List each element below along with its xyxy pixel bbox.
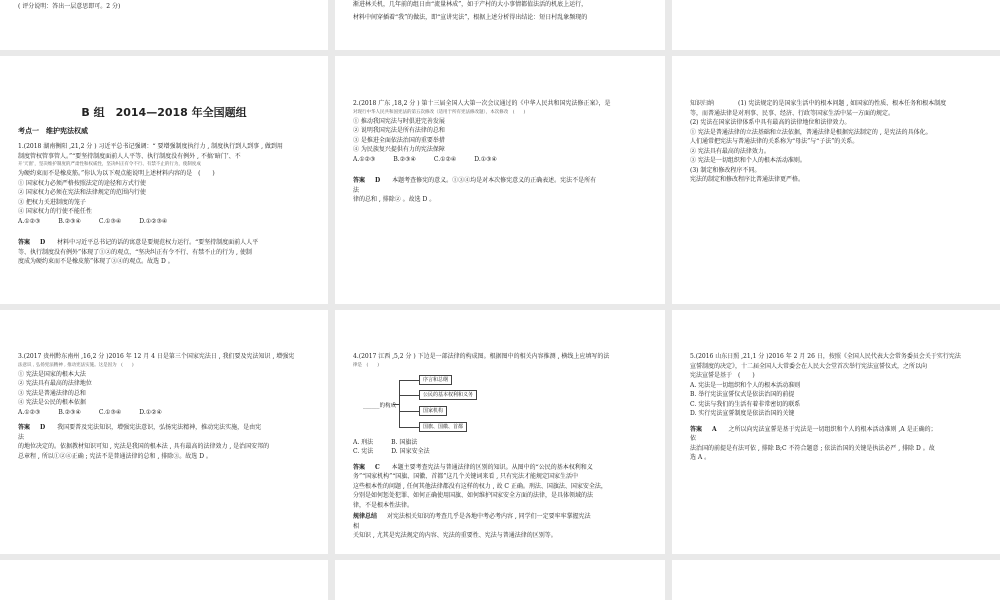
answer-text: 本题考查修宪的意义。①③④均是对本次修宪意义的正确表述。宪法不是所有 xyxy=(392,177,597,184)
question-line: 律是 ( ) xyxy=(353,362,380,368)
page-top-left xyxy=(0,0,328,50)
answer-text: 等、执行制度没有例外”体现了①②的观点，“坚决纠正有令不行、有禁不止的行为 , 使制 xyxy=(18,248,252,256)
option-line: ③ 把权力关进制度的笼子 xyxy=(18,198,86,206)
answer-text: 依 xyxy=(690,435,697,442)
answer-line xyxy=(690,425,982,435)
answer-text: 之所以向宪法宣誓是基于宪法是一切组织和个人的根本活动准则 ,A 是正确的； xyxy=(728,425,937,433)
question-line: 5.(2016 山东日照 ,21,1 分 )2016 年 2 月 26 日，按照《全国人民代表大会常务委员会关于实行宪法 xyxy=(690,353,961,360)
summary-line: ③ 宪法是一切组织和个人的根本活动准则。 xyxy=(690,157,806,164)
tip-line xyxy=(353,512,647,522)
answer-text: 分别是如何惩处犯罪、如何正确使用国旗、如何维护国家安全方面的法律，是具体领域的法 xyxy=(353,492,594,499)
answer-text: 法治国的前提是有法可依 , 排除 B;C 不符合题意 ; 依法治国的关键是执法必严 , 排除 D 。故 xyxy=(690,444,935,452)
answer-text: 本题主要考查宪法与普通法律的区别的知识。从图中的“公民的基本权利和义 xyxy=(391,463,593,471)
answer-label: 答案 xyxy=(18,424,31,431)
choices-line: A.①②③ B.②③④ C.①③④ D.①②④ xyxy=(18,408,162,416)
answer-line xyxy=(18,238,310,248)
answer-text: 的地位决定的。依据教材知识可知 , 宪法是我国的根本法 , 具有最高的法律效力 , 是治国安邦的 xyxy=(18,443,270,450)
option-line: C. 宪法与我们的生活有着非常密切的联系 xyxy=(690,400,801,408)
summary-line: (2) 宪法在国家法律体系中具有最高的法律地位和法律效力。 xyxy=(690,119,851,126)
summary-line: 等，而普通法律是对刑事、民事、经济、行政等国家生活中某一方面的规定。 xyxy=(690,109,895,117)
question-line: 制度管权管事管人。”“要坚持制度面前人人平等、执行制度没有例外 , 不搞‘暗门’、不 xyxy=(18,152,241,160)
option-line: ③ 宪法是普通法律的总和 xyxy=(18,389,86,397)
page-question-4 xyxy=(335,310,665,554)
answer-text: 法 xyxy=(353,186,360,194)
option-line: ④ 宪法是公民的根本依据 xyxy=(18,399,86,406)
diagram-box: 公民的基本权利和义务 xyxy=(419,390,477,400)
answer-text: 法 xyxy=(18,433,25,441)
section-title: 考点一 维护宪法权威 xyxy=(18,127,88,135)
answer-text: 度成为硬约束而不是橡皮筋”体现了③④的观点。故选 D 。 xyxy=(18,258,174,265)
text-line: 渐进林关机，几年前的组日由“流量林成”，如于产村的大小事情都值法活的机底上运行， xyxy=(353,1,588,8)
option-line: ② 说明我国宪法是所有法律的总和 xyxy=(353,127,445,134)
question-line: 法意识 , 弘扬宪法精神 , 推动宪法实施。这是因为 ( ) xyxy=(18,362,134,368)
tip-text: 相 xyxy=(353,522,360,530)
diagram-box: 序言和总纲 xyxy=(419,375,452,385)
page-question-2 xyxy=(335,56,665,304)
diagram-connector xyxy=(399,427,419,428)
page-knowledge-summary xyxy=(672,56,1000,304)
question-line: 3.(2017 贵州黔东南州 ,16,2 分 )2016 年 12 月 4 日是第三个国家宪法日 , 我们要及宪法知识 , 增强宪 xyxy=(18,353,295,360)
page-bottom-middle xyxy=(335,560,665,600)
answer-line xyxy=(353,463,647,473)
diagram-bracket xyxy=(399,380,408,428)
question-line: 4.(2017 江西 ,5,2 分 ) 下边是一部法律的构成图。根据图中的相关内容推测 , 横线上应填写的法 xyxy=(353,353,610,360)
option-line: C. 宪法 D. 国家安全法 xyxy=(353,448,430,455)
question-line: 宣誓制度的决定》，十二届全国人大常委会在人民大会堂首次举行宪法宣誓仪式，之所以向 xyxy=(690,362,928,370)
option-line: ① 推动我国宪法与时俱进完善发展 xyxy=(353,117,445,125)
answer-letter: C xyxy=(374,463,380,471)
answer-letter: D xyxy=(374,177,381,184)
summary-line: (3) 制定和修改程序不同。 xyxy=(690,166,761,174)
summary-line: 知识归纳 (1) 宪法规定的是国家生活中的根本问题 , 如国家的性质、根本任务和根本制度 xyxy=(690,100,947,107)
answer-text: 选 A 。 xyxy=(690,454,711,461)
page-top-right xyxy=(672,0,1000,50)
tip-text: 关知识 , 尤其是宪法规定的内容、宪法的重要性、宪法与普通法律的区别等。 xyxy=(353,532,557,539)
tip-label: 规律总结 xyxy=(353,513,378,520)
diagram-connector xyxy=(399,395,419,396)
summary-line: ② 宪法具有最高的法律效力。 xyxy=(690,147,770,155)
diagram-connector xyxy=(399,411,419,412)
question-line: 对现行中华人民共和国宪法的第五次修改（适用于所有宪法修改题），本次修改 ( ) xyxy=(353,109,526,115)
answer-text: 律，不是根本性法律。 xyxy=(353,501,414,509)
answer-letter: A xyxy=(711,425,717,433)
answer-label: 答案 xyxy=(690,425,703,433)
answer-label: 答案 xyxy=(353,177,366,184)
tip-text: 对宪法相关知识的考查几乎是各地中考必考内容 , 同学们一定要牢牢掌握宪法 xyxy=(386,513,591,520)
text-line: 材料中间穿插着“我”的做法，即“宣讲宪法”，根据上述分析得出结论：短日村乱象频现的 xyxy=(353,13,588,21)
choices-line: A.①②③ B.②③④ C.①③④ D.①②③④ xyxy=(18,217,168,225)
law-structure-diagram xyxy=(353,374,647,434)
question-line: 为硬约束而不是橡皮筋。”你认为以下观点能说明上述材料内容的是 ( ) xyxy=(18,170,215,177)
option-line: ③ 是推进全面依法治国的重要举措 xyxy=(353,136,445,144)
option-line: A. 刑法 B. 国旗法 xyxy=(353,438,418,446)
answer-text: 律的总和 , 排除② 。故选 D 。 xyxy=(353,196,436,203)
page-question-1 xyxy=(0,56,328,304)
diagram-box: 国旗、国徽、首都 xyxy=(419,422,467,432)
option-line: ② 国家权力必须在宪法和法律规定的范围内行使 xyxy=(18,189,146,196)
option-line: D. 实行宪法宣誓制度是依法治国的关键 xyxy=(690,410,795,417)
answer-text: 总章程 , 所以①②④正确 ; 宪法不是普通法律的总和 , 排除③。故选 D 。 xyxy=(18,452,212,460)
summary-line: 人们通常把宪法与普通法律的关系称为“母法”与“子法”的关系。 xyxy=(690,138,859,145)
option-line: ① 宪法是国家的根本大法 xyxy=(18,370,86,378)
question-line: 2.(2018 广东 ,18,2 分 ) 第十三届全国人大第一次会议通过的《中华人民共和国宪法修正案》，是 xyxy=(353,100,611,107)
answer-line xyxy=(353,176,647,186)
option-line: ④ 国家权力的行使不能任性 xyxy=(18,208,92,215)
answer-label: 答案 xyxy=(353,463,366,471)
option-line: ① 国家权力必须严格按照法定的途径和方式行使 xyxy=(18,179,146,187)
summary-line: 宪法的制定和修改程序比普通法律更严格。 xyxy=(690,176,805,183)
summary-line: ① 宪法是普通法律的立法基础和立法依据，普通法律是根据宪法制定的 , 是宪法的具体化。 xyxy=(690,128,932,136)
diagram-connector xyxy=(399,380,419,381)
answer-text: 材料中习近平总书记的话的寓意是要规范权力运行。“要坚持制度面前人人平 xyxy=(57,239,259,246)
question-line: 开‘天窗’，坚决维护制度的严肃性和权威性，坚决纠正有令不行、有禁不止的行为，使制度成 xyxy=(18,162,201,167)
page-question-3 xyxy=(0,310,328,554)
question-line: 1.(2018 湖南衡阳 ,21,2 分 ) 习近平总书记强调：“ 要增强制度执行力 , 制度执行到人到事 , 做到用 xyxy=(18,143,283,150)
answer-letter: D xyxy=(39,239,46,246)
diagram-blank-label: ______的构成 xyxy=(363,402,397,409)
option-line: ④ 为民族复兴提供有力的宪法保障 xyxy=(353,146,445,153)
group-title: B 组 2014—2018 年全国题组 xyxy=(81,106,247,119)
answer-text: 务”“国家机构”“国旗、国徽、首都”这几个关键词来看 , 只有宪法才能规定国家生活中 xyxy=(353,473,579,480)
choices-line: A.①②③ B.②③④ C.①②④ D.①③④ xyxy=(353,155,497,163)
option-line: B. 举行宪法宣誓仪式是依法治国的前提 xyxy=(690,391,795,398)
question-line: 宪法宣誓是基于 ( ) xyxy=(690,372,755,379)
answer-text: 我国要普及宪法知识，增强宪法意识，弘扬宪法精神，推动宪法实施，是由宪 xyxy=(57,424,262,431)
page-question-5 xyxy=(672,310,1000,554)
answer-text: 这些根本性的问题 , 任何其他法律都没有这样的权力 , 故 C 正确。刑法、国旗法、国家安全法， xyxy=(353,482,607,490)
option-line: ② 宪法具有最高的法律地位 xyxy=(18,380,92,387)
option-line: A. 宪法是一切组织和个人的根本活动准则 xyxy=(690,381,801,389)
page-top-middle xyxy=(335,0,665,50)
answer-label: 答案 xyxy=(18,239,31,246)
diagram-box: 国家机构 xyxy=(419,406,447,416)
scoring-note: ( 评分说明：答出一层意思即可。2 分) xyxy=(18,3,121,10)
page-bottom-right xyxy=(672,560,1000,600)
answer-line xyxy=(18,423,310,433)
answer-letter: D xyxy=(39,424,46,431)
page-bottom-left xyxy=(0,560,328,600)
